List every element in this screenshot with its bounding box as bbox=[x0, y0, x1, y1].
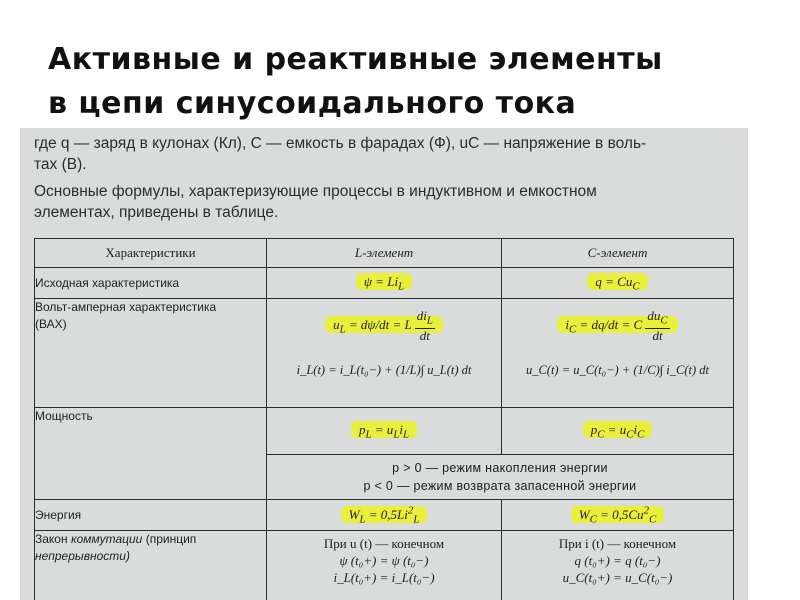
formula-pc: $p_C = u_Ci_C$ bbox=[583, 421, 653, 438]
scanned-page bbox=[20, 128, 748, 600]
vax-c-differential: $i_C = dq/dt = C$ $\frac{du_C}{dt}$ bbox=[502, 309, 733, 343]
commutation-label-line-1: Закон коммутации (принцип bbox=[35, 532, 197, 546]
slide-title bbox=[48, 38, 788, 126]
formula-psi: $\psi = Li_L$ bbox=[356, 273, 412, 290]
row-energy-l bbox=[267, 500, 502, 531]
power-note bbox=[267, 455, 734, 500]
formula-wl: $W_L = 0,5Li^2_L$ bbox=[341, 506, 428, 523]
power-note-line-1: p > 0 — режим накопления энергии bbox=[392, 461, 608, 475]
row-vax-l bbox=[267, 299, 502, 408]
intro-p1-line-2: тах (В). bbox=[34, 156, 87, 173]
row-power-l bbox=[267, 408, 502, 455]
vax-l-integral: i_L(t) = i_L(t₀−) + (1/L)∫ u_L(t) dt bbox=[296, 362, 472, 377]
formula-wc: $W_C = 0,5Cu^2_C$ bbox=[571, 506, 664, 523]
vax-c-integral: u_C(t) = u_C(t₀−) + (1/C)∫ i_C(t) dt bbox=[525, 362, 710, 377]
row-commutation-label bbox=[35, 531, 267, 600]
table-header-row bbox=[35, 239, 734, 268]
vax-l-differential: $u_L = d\psi/dt = L$ $\frac{di_L}{dt}$ bbox=[267, 309, 501, 343]
row-energy-c bbox=[502, 500, 734, 531]
table-row-power bbox=[35, 408, 734, 455]
header-characteristics: Характеристики bbox=[35, 239, 267, 268]
title-line-1: Активные и реактивные элементы bbox=[48, 42, 663, 77]
commutation-l-line-3: i_L(t₀+) = i_L(t₀−) bbox=[333, 570, 435, 585]
row-initial-label: Исходная характеристика bbox=[35, 268, 267, 299]
intro-p2-line-2: элементах, приведены в таблице. bbox=[34, 204, 279, 221]
title-line-2: в цепи синусоидального тока bbox=[48, 86, 577, 121]
intro-paragraph-2 bbox=[34, 181, 734, 223]
table-row-energy bbox=[35, 500, 734, 531]
header-l-element: L-элемент bbox=[267, 239, 502, 268]
row-vax-label bbox=[35, 299, 267, 408]
row-power-label: Мощность bbox=[35, 408, 267, 500]
row-vax-c bbox=[502, 299, 734, 408]
commutation-l-line-1: При u (t) — конечном bbox=[323, 536, 445, 551]
row-commutation-c bbox=[502, 531, 734, 600]
row-initial-c bbox=[502, 268, 734, 299]
commutation-c-line-3: u_C(t₀+) = u_C(t₀−) bbox=[562, 570, 673, 585]
commutation-c-line-2: q (t₀+) = q (t₀−) bbox=[574, 553, 661, 568]
intro-p2-line-1: Основные формулы, характеризующие процессы в индуктивном и емкостном bbox=[34, 183, 597, 200]
intro-p1-line-1: где q — заряд в кулонах (Кл), C — емкость в фарадах (Ф), uC — напряжение в воль- bbox=[34, 135, 647, 152]
table-row-commutation bbox=[35, 531, 734, 600]
vax-label-line-2: (ВАХ) bbox=[35, 317, 67, 331]
row-energy-label: Энергия bbox=[35, 500, 267, 531]
formula-q: $q = Cu_C$ bbox=[587, 273, 647, 290]
table-row-vax bbox=[35, 299, 734, 408]
table-row-initial bbox=[35, 268, 734, 299]
row-commutation-l bbox=[267, 531, 502, 600]
formula-pl: $p_L = u_Li_L$ bbox=[351, 421, 417, 438]
commutation-label-line-2: непрерывности) bbox=[35, 549, 130, 563]
row-initial-l bbox=[267, 268, 502, 299]
header-c-element: C-элемент bbox=[502, 239, 734, 268]
row-power-c bbox=[502, 408, 734, 455]
commutation-l-line-2: ψ (t₀+) = ψ (t₀−) bbox=[339, 553, 429, 568]
power-note-line-2: p < 0 — режим возврата запасенной энергии bbox=[363, 479, 637, 493]
intro-paragraph-1 bbox=[34, 133, 734, 175]
formula-table bbox=[34, 238, 734, 600]
commutation-c-line-1: При i (t) — конечном bbox=[558, 536, 677, 551]
vax-label-line-1: Вольт-амперная характеристика bbox=[35, 300, 217, 314]
